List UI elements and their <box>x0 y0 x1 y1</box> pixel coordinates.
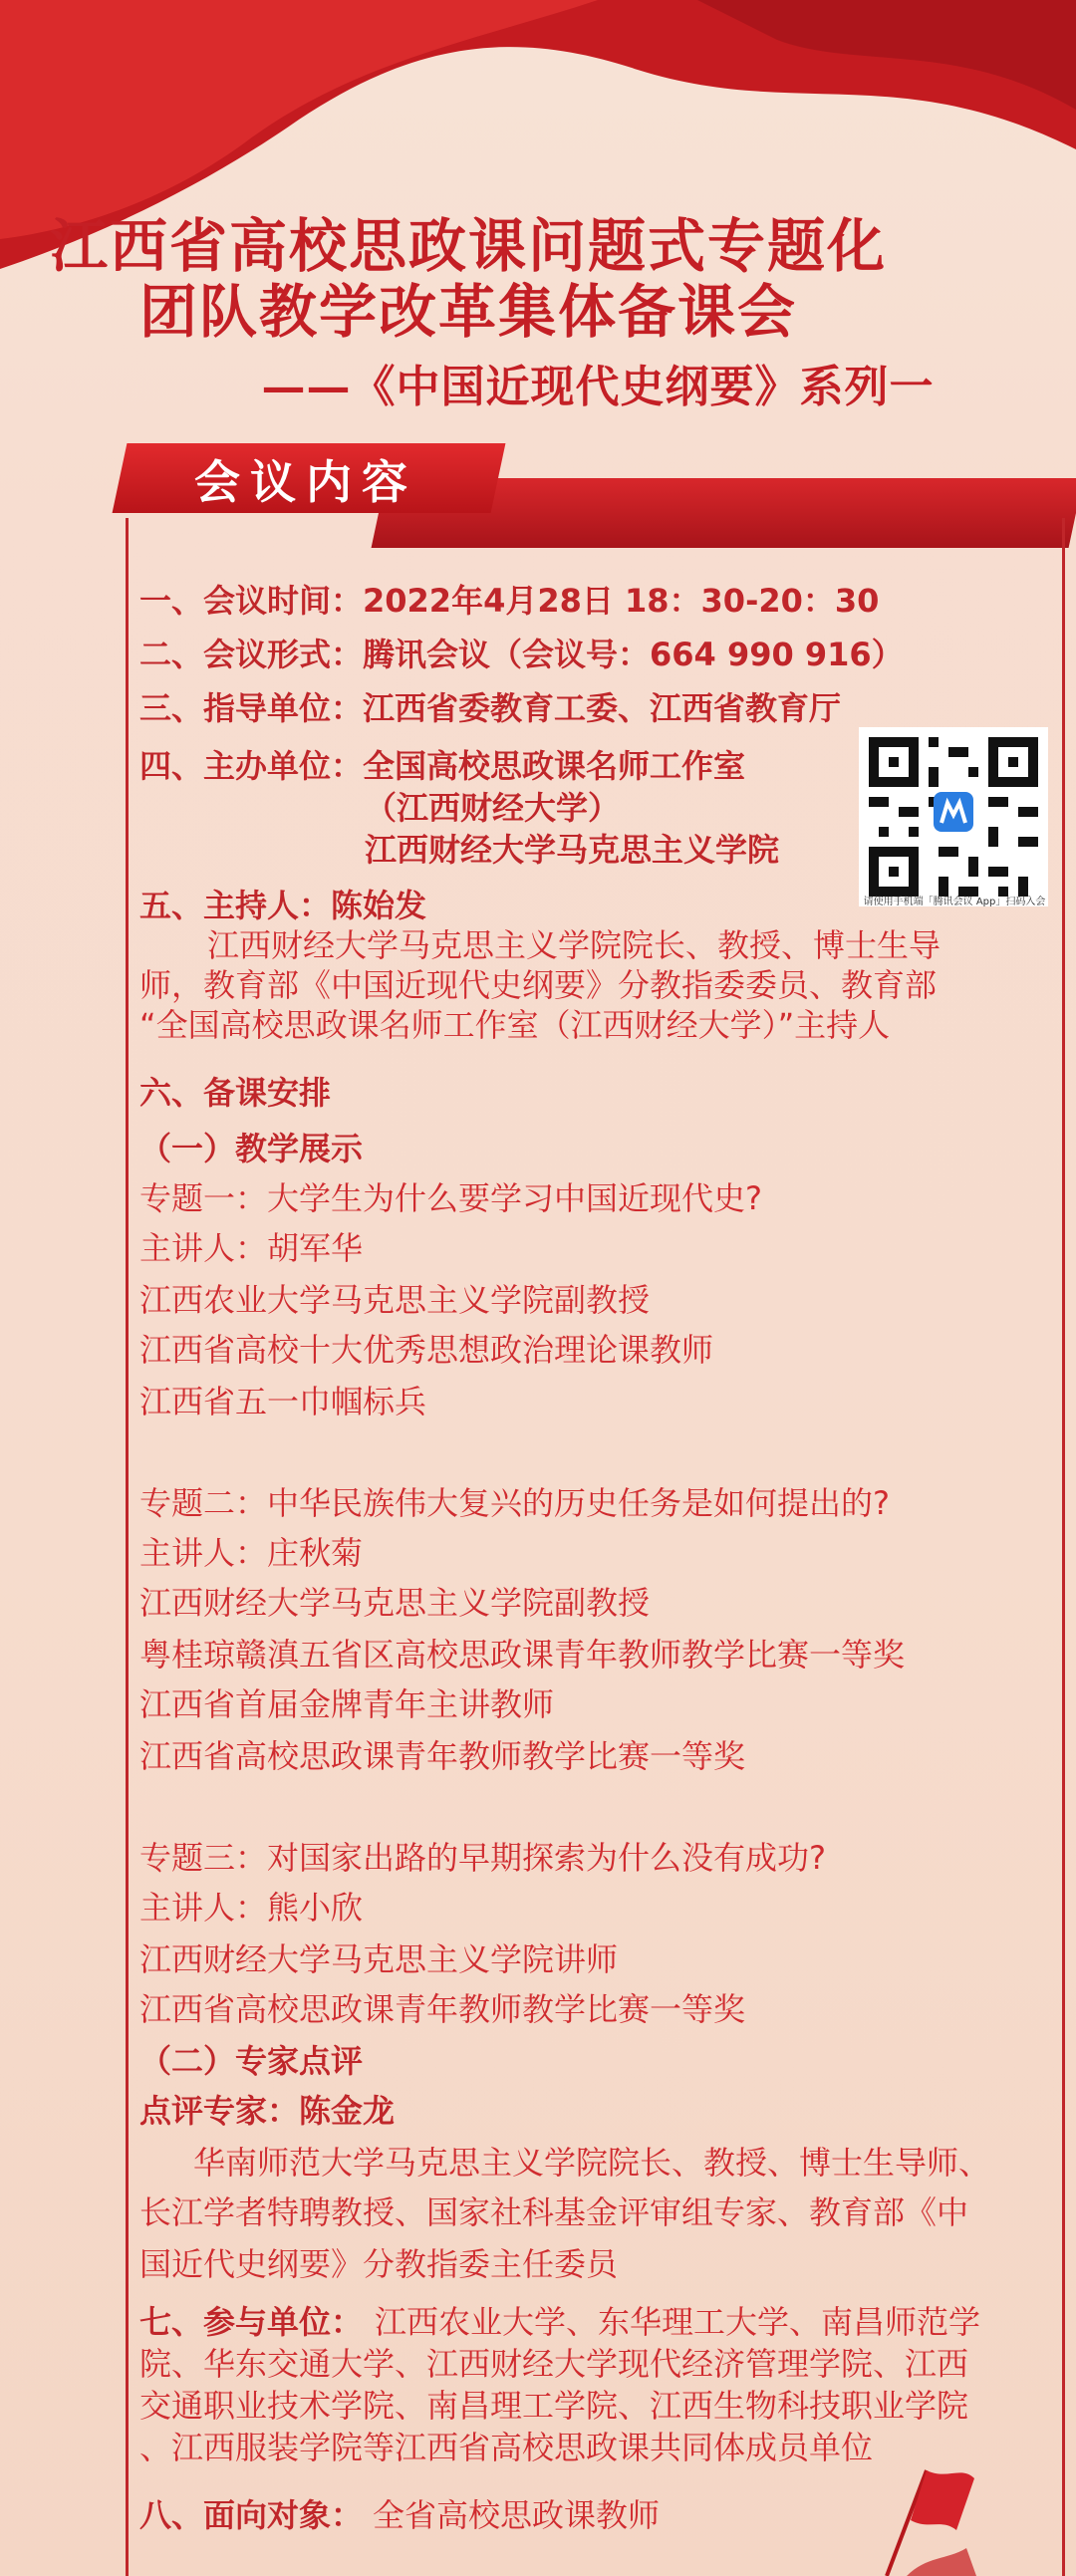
section-tab-label: 会议内容 <box>194 455 417 509</box>
topic2-title: 专题二：中华民族伟大复兴的历史任务是如何提出的? <box>139 1484 890 1522</box>
topic1-title: 专题一：大学生为什么要学习中国近现代史? <box>139 1179 762 1217</box>
topic1-info: 江西省高校十大优秀思想政治理论课教师 <box>139 1331 714 1369</box>
expert-name: 点评专家：陈金龙 <box>139 2092 396 2130</box>
topic3-info: 江西财经大学马克思主义学院讲师 <box>139 1940 619 1978</box>
title-line-2: 团队教学改革集体备课会 <box>138 278 797 346</box>
expert-desc-1: 华南师范大学马克思主义学院院长、教授、博士生导师、 <box>193 2144 991 2182</box>
schedule-sub1: （一）教学展示 <box>139 1130 364 1167</box>
participants-line: 江西农业大学、东华理工大学、南昌师范学 <box>375 2303 981 2341</box>
red-flag-icon <box>867 2460 976 2576</box>
topic3-title: 专题三：对国家出路的早期探索为什么没有成功? <box>139 1839 826 1877</box>
schedule-heading: 六、备课安排 <box>139 1074 332 1112</box>
qr-code[interactable] <box>859 727 1048 906</box>
meeting-host-unit-3: 江西财经大学马克思主义学院 <box>365 831 780 869</box>
topic2-info: 江西省高校思政课青年教师教学比赛一等奖 <box>139 1737 746 1775</box>
participants-line: 、江西服装学院等江西省高校思政课共同体成员单位 <box>139 2429 874 2466</box>
frame-right-border <box>1062 518 1065 2576</box>
subtitle: ——《中国近现代史纲要》系列一 <box>261 362 935 412</box>
topic2-info: 江西省首届金牌青年主讲教师 <box>139 1685 555 1723</box>
expert-desc-3: 国近代史纲要》分教指委主任委员 <box>139 2245 619 2283</box>
moderator-desc-3: “全国高校思政课名师工作室（江西财经大学）”主持人 <box>139 1006 891 1044</box>
meeting-host-unit: 四、主办单位：全国高校思政课名师工作室 <box>139 747 746 785</box>
expert-desc-2: 长江学者特聘教授、国家社科基金评审组专家、教育部《中 <box>139 2193 969 2231</box>
meeting-host-unit-2: （江西财经大学） <box>365 789 621 827</box>
meeting-form: 二、会议形式：腾讯会议（会议号：664 990 916） <box>139 636 904 673</box>
topic2-info: 江西财经大学马克思主义学院副教授 <box>139 1584 651 1622</box>
topic1-speaker: 主讲人：胡军华 <box>139 1229 364 1267</box>
moderator: 五、主持人：陈始发 <box>139 887 427 924</box>
participants-line: 交通职业技术学院、南昌理工学院、江西生物科技职业学院 <box>139 2387 969 2425</box>
title-line-1: 江西省高校思政课问题式专题化 <box>49 212 887 280</box>
audience-value: 全省高校思政课教师 <box>373 2496 661 2534</box>
meeting-time: 一、会议时间：2022年4月28日 18：30-20：30 <box>139 582 880 620</box>
topic3-speaker: 主讲人：熊小欣 <box>139 1889 364 1927</box>
participants-label: 七、参与单位： <box>139 2303 364 2341</box>
topic3-info: 江西省高校思政课青年教师教学比赛一等奖 <box>139 1990 746 2028</box>
topic1-info: 江西农业大学马克思主义学院副教授 <box>139 1281 651 1319</box>
qr-caption: 请使用手机端「腾讯会议 App」扫码入会 <box>863 897 1046 907</box>
moderator-desc-1: 江西财经大学马克思主义学院院长、教授、博士生导 <box>207 926 942 964</box>
topic1-info: 江西省五一巾帼标兵 <box>139 1383 427 1420</box>
frame-left-border <box>126 518 129 2576</box>
topic2-speaker: 主讲人：庄秋菊 <box>139 1534 364 1572</box>
topic2-info: 粤桂琼赣滇五省区高校思政课青年教师教学比赛一等奖 <box>139 1636 906 1674</box>
moderator-desc-2: 师，教育部《中国近现代史纲要》分教指委委员、教育部 <box>139 966 938 1004</box>
participants-line: 院、华东交通大学、江西财经大学现代经济管理学院、江西 <box>139 2345 969 2383</box>
audience-label: 八、面向对象： <box>139 2496 364 2534</box>
meeting-guide-unit: 三、指导单位：江西省委教育工委、江西省教育厅 <box>139 689 842 727</box>
schedule-sub2: （二）专家点评 <box>139 2042 364 2080</box>
